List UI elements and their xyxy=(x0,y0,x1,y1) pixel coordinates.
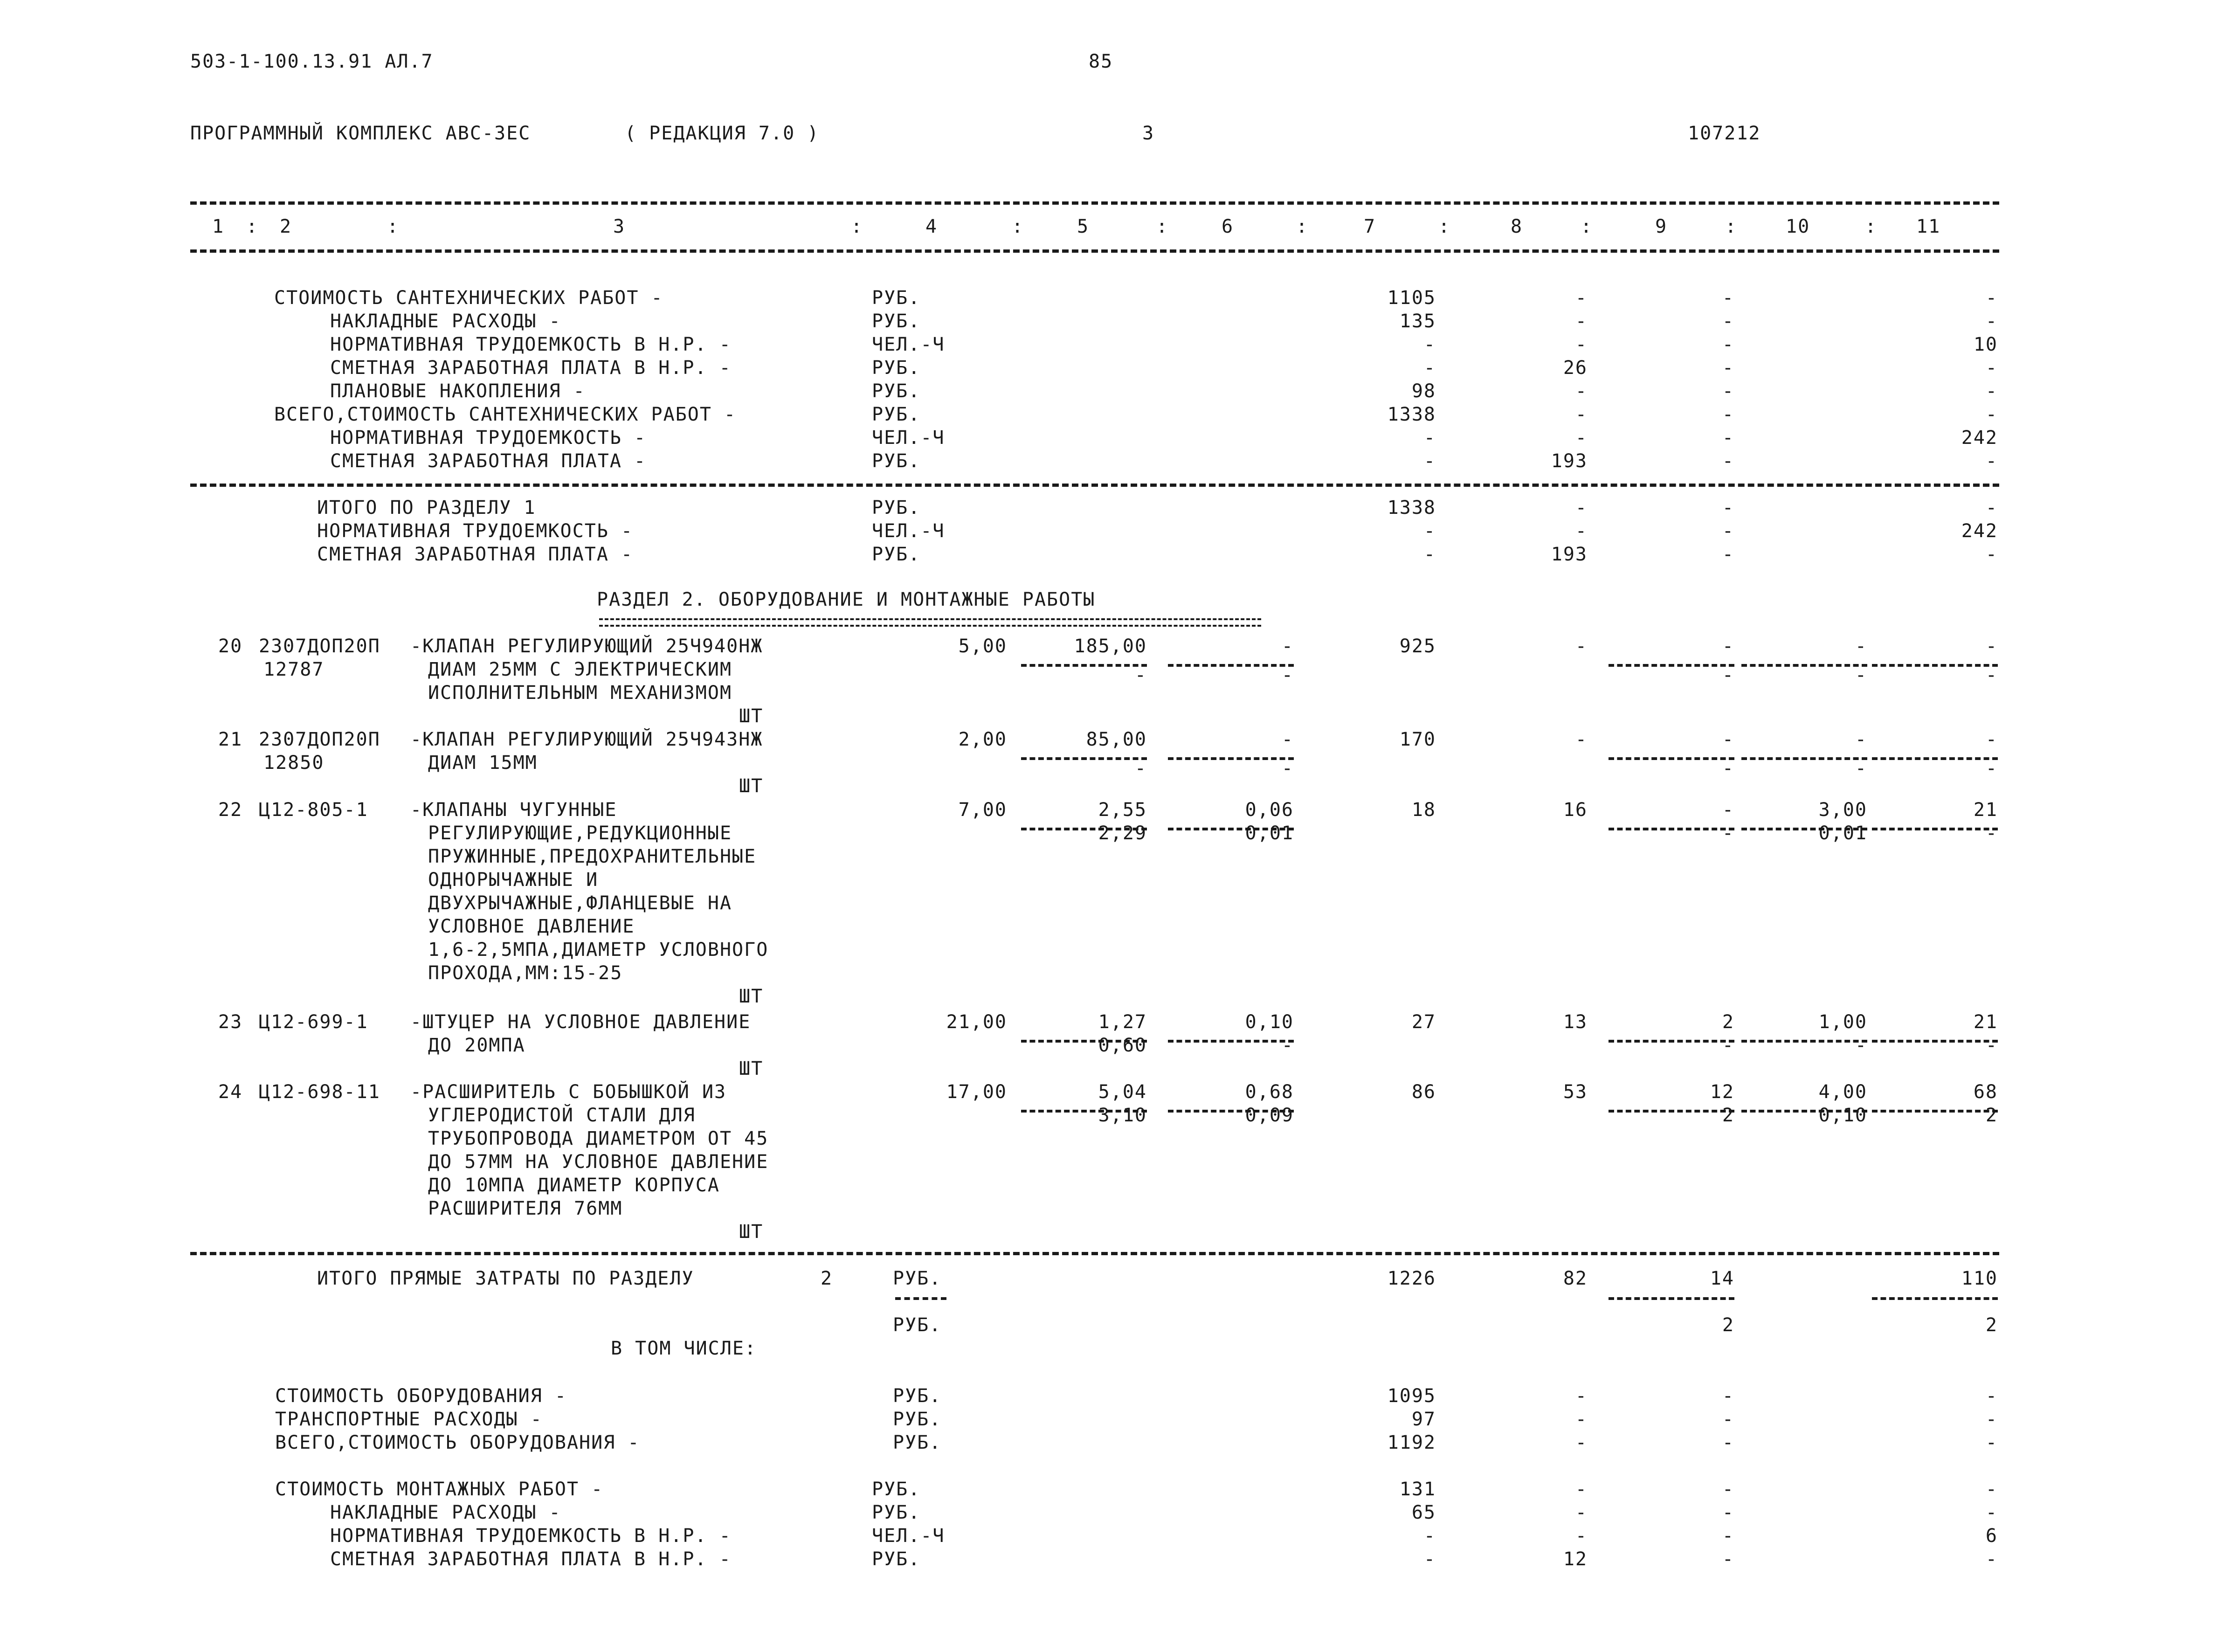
summary-c11: - xyxy=(1985,311,1998,332)
column-header: 3 xyxy=(613,216,626,237)
item-c8: 16 xyxy=(1563,799,1588,821)
summary-c9: - xyxy=(1722,1525,1734,1547)
summary-c7: - xyxy=(1423,427,1436,449)
item-c10: - xyxy=(1855,729,1867,750)
item-c6: 0,68 xyxy=(1245,1081,1294,1103)
summary-unit: ЧЕЛ.-Ч xyxy=(872,334,945,355)
summary-c8: 26 xyxy=(1563,357,1588,379)
summary-c8: - xyxy=(1575,1502,1588,1523)
column-header: 9 xyxy=(1655,216,1668,237)
item-c5-secondary: - xyxy=(1134,664,1147,686)
summary-label: СМЕТНАЯ ЗАРАБОТНАЯ ПЛАТА - xyxy=(330,450,647,472)
item-description: ПРОХОДА,ММ:15-25 xyxy=(428,962,623,984)
summary-c9: - xyxy=(1722,1502,1734,1523)
summary-label: НОРМАТИВНАЯ ТРУДОЕМКОСТЬ В Н.Р. - xyxy=(330,1525,732,1547)
total-c11-secondary: 2 xyxy=(1985,1314,1998,1336)
item-c4: 21,00 xyxy=(946,1011,1007,1033)
sheet-number: 3 xyxy=(1142,123,1155,144)
summary-label: СТОИМОСТЬ САНТЕХНИЧЕСКИХ РАБОТ - xyxy=(274,287,663,309)
item-c5: 5,04 xyxy=(1098,1081,1147,1103)
summary-unit: РУБ. xyxy=(893,1409,942,1430)
summary-c7: - xyxy=(1423,520,1436,542)
summary-label: ВСЕГО,СТОИМОСТЬ ОБОРУДОВАНИЯ - xyxy=(275,1432,640,1453)
item-c5: 2,55 xyxy=(1098,799,1147,821)
summary-unit: РУБ. xyxy=(872,357,921,379)
item-number: 24 xyxy=(218,1081,243,1103)
summary-c11: - xyxy=(1985,1479,1998,1500)
object-code: 107212 xyxy=(1688,123,1761,144)
total-unit-secondary: РУБ. xyxy=(893,1314,942,1336)
section2-rule xyxy=(190,1252,1999,1255)
item-description: ТРУБОПРОВОДА ДИАМЕТРОМ ОТ 45 xyxy=(428,1128,769,1149)
total-c9: 14 xyxy=(1710,1268,1734,1289)
total-c9-secondary: 2 xyxy=(1722,1314,1734,1336)
item-c11: 68 xyxy=(1973,1081,1998,1103)
item-c7: 925 xyxy=(1399,636,1436,657)
summary-c11: - xyxy=(1985,544,1998,565)
summary-label: СМЕТНАЯ ЗАРАБОТНАЯ ПЛАТА В Н.Р. - xyxy=(330,357,732,379)
summary-unit: РУБ. xyxy=(872,544,921,565)
summary-c7: - xyxy=(1423,1525,1436,1547)
summary-unit: ЧЕЛ.-Ч xyxy=(872,520,945,542)
summary-c11: - xyxy=(1985,1548,1998,1570)
item-c4: 2,00 xyxy=(958,729,1007,750)
summary-unit: РУБ. xyxy=(872,497,921,518)
summary-c7: 1095 xyxy=(1387,1385,1436,1407)
item-c6: - xyxy=(1281,636,1294,657)
summary-c9: - xyxy=(1722,357,1734,379)
summary-c8: - xyxy=(1575,380,1588,402)
column-separator: : xyxy=(1156,216,1169,237)
summary-c7: - xyxy=(1423,357,1436,379)
summary-c9: - xyxy=(1722,287,1734,309)
item-c9-secondary: - xyxy=(1722,1035,1734,1056)
summary-c11: - xyxy=(1985,1409,1998,1430)
item-c6-secondary: - xyxy=(1281,1035,1294,1056)
item-c9-secondary: - xyxy=(1722,664,1734,686)
item-c8: - xyxy=(1575,729,1588,750)
item-c11: 21 xyxy=(1973,799,1998,821)
summary-c9: - xyxy=(1722,1385,1734,1407)
item-c7: 27 xyxy=(1411,1011,1436,1033)
column-separator: : xyxy=(246,216,259,237)
summary-c11: - xyxy=(1985,1432,1998,1453)
item-c9: - xyxy=(1722,729,1734,750)
summary-c11: - xyxy=(1985,450,1998,472)
item-c5: 185,00 xyxy=(1074,636,1147,657)
item-c5-secondary: 0,60 xyxy=(1098,1035,1147,1056)
summary-c9: - xyxy=(1722,520,1734,542)
column-header: 1 xyxy=(212,216,225,237)
column-header: 4 xyxy=(925,216,938,237)
item-c8: - xyxy=(1575,636,1588,657)
item-c11-secondary: - xyxy=(1985,758,1998,779)
item-c11-secondary: 2 xyxy=(1985,1105,1998,1126)
item-c11-secondary: - xyxy=(1985,823,1998,844)
item-description: ДО 10МПА ДИАМЕТР КОРПУСА xyxy=(428,1175,720,1196)
summary-c8: 193 xyxy=(1551,544,1588,565)
total-c8: 82 xyxy=(1563,1268,1588,1289)
item-c6: 0,10 xyxy=(1245,1011,1294,1033)
item-c5: 1,27 xyxy=(1098,1011,1147,1033)
column-separator: : xyxy=(1438,216,1451,237)
total-unit: РУБ. xyxy=(893,1268,942,1289)
summary-c7: - xyxy=(1423,1548,1436,1570)
summary-c9: - xyxy=(1722,334,1734,355)
item-c5-secondary: 2,29 xyxy=(1098,823,1147,844)
summary-c8: - xyxy=(1575,1385,1588,1407)
item-description: ДИАМ 25ММ С ЭЛЕКТРИЧЕСКИМ xyxy=(428,659,732,680)
item-c11-secondary: - xyxy=(1985,1035,1998,1056)
summary-c7: 1338 xyxy=(1387,497,1436,518)
summary-c11: 242 xyxy=(1961,427,1998,449)
item-c6: - xyxy=(1281,729,1294,750)
summary-c7: 1192 xyxy=(1387,1432,1436,1453)
item-c7: 170 xyxy=(1399,729,1436,750)
item-description: РАСШИРИТЕЛЯ 76ММ xyxy=(428,1198,623,1219)
item-c5: 85,00 xyxy=(1086,729,1147,750)
summary-c7: 65 xyxy=(1411,1502,1436,1523)
including-heading: В ТОМ ЧИСЛЕ: xyxy=(611,1338,757,1359)
column-separator: : xyxy=(1865,216,1878,237)
summary-unit: РУБ. xyxy=(872,1502,921,1523)
section2-title: РАЗДЕЛ 2. ОБОРУДОВАНИЕ И МОНТАЖНЫЕ РАБОТЫ xyxy=(597,589,1096,610)
item-number: 21 xyxy=(218,729,243,750)
column-header: 7 xyxy=(1364,216,1376,237)
summary-c8: - xyxy=(1575,1432,1588,1453)
summary-c7: - xyxy=(1423,450,1436,472)
item-description: ДО 20МПА xyxy=(428,1035,525,1056)
item-c5-secondary: 3,10 xyxy=(1098,1105,1147,1126)
summary-c11: - xyxy=(1985,287,1998,309)
column-header: 5 xyxy=(1077,216,1090,237)
summary-label: СМЕТНАЯ ЗАРАБОТНАЯ ПЛАТА В Н.Р. - xyxy=(330,1548,732,1570)
column-header: 6 xyxy=(1222,216,1234,237)
summary-unit: РУБ. xyxy=(872,450,921,472)
item-code-secondary: 12787 xyxy=(263,659,324,680)
item-c10-secondary: 0,01 xyxy=(1818,823,1867,844)
summary-c8: - xyxy=(1575,287,1588,309)
section1-rule xyxy=(190,484,1999,487)
total-label: ИТОГО ПРЯМЫЕ ЗАТРАТЫ ПО РАЗДЕЛУ xyxy=(317,1268,694,1289)
summary-c8: 193 xyxy=(1551,450,1588,472)
item-c4: 7,00 xyxy=(958,799,1007,821)
item-description: ИСПОЛНИТЕЛЬНЫМ МЕХАНИЗМОМ xyxy=(428,682,732,704)
summary-c8: - xyxy=(1575,520,1588,542)
summary-label: НОРМАТИВНАЯ ТРУДОЕМКОСТЬ - xyxy=(317,520,634,542)
summary-c11: - xyxy=(1985,1502,1998,1523)
summary-c8: - xyxy=(1575,1409,1588,1430)
section2-title-underline xyxy=(599,618,1261,627)
column-separator: : xyxy=(1725,216,1738,237)
item-description: ДИАМ 15ММ xyxy=(428,752,538,774)
summary-c7: 135 xyxy=(1399,311,1436,332)
total-c7: 1226 xyxy=(1387,1268,1436,1289)
item-c6-secondary: 0,01 xyxy=(1245,823,1294,844)
summary-c8: - xyxy=(1575,1525,1588,1547)
summary-label: НОРМАТИВНАЯ ТРУДОЕМКОСТЬ - xyxy=(330,427,647,449)
summary-c11: 10 xyxy=(1973,334,1998,355)
item-c9-secondary: 2 xyxy=(1722,1105,1734,1126)
item-code: Ц12-699-1 xyxy=(259,1011,368,1033)
summary-c7: 131 xyxy=(1399,1479,1436,1500)
summary-c8: - xyxy=(1575,1479,1588,1500)
summary-c11: - xyxy=(1985,497,1998,518)
item-c8: 13 xyxy=(1563,1011,1588,1033)
program-edition: ( РЕДАКЦИЯ 7.0 ) xyxy=(625,123,820,144)
item-description: -КЛАПАНЫ ЧУГУННЫЕ xyxy=(410,799,617,821)
summary-c11: - xyxy=(1985,404,1998,425)
column-separator: : xyxy=(1012,216,1024,237)
summary-c8: - xyxy=(1575,404,1588,425)
summary-label: ВСЕГО,СТОИМОСТЬ САНТЕХНИЧЕСКИХ РАБОТ - xyxy=(274,404,737,425)
item-c6: 0,06 xyxy=(1245,799,1294,821)
item-c4: 17,00 xyxy=(946,1081,1007,1103)
item-c11: 21 xyxy=(1973,1011,1998,1033)
item-c9: - xyxy=(1722,636,1734,657)
summary-label: ТРАНСПОРТНЫЕ РАСХОДЫ - xyxy=(275,1409,543,1430)
column-header: 10 xyxy=(1786,216,1810,237)
column-header: 11 xyxy=(1916,216,1941,237)
summary-unit: РУБ. xyxy=(872,1548,921,1570)
summary-c8: - xyxy=(1575,427,1588,449)
summary-unit: РУБ. xyxy=(872,404,921,425)
item-code: Ц12-805-1 xyxy=(259,799,368,821)
item-code: 2307ДОП20П xyxy=(259,636,380,657)
summary-c11: 242 xyxy=(1961,520,1998,542)
item-description: -КЛАПАН РЕГУЛИРУЮЩИЙ 25Ч943НЖ xyxy=(410,729,763,750)
item-c11: - xyxy=(1985,636,1998,657)
item-c10: 4,00 xyxy=(1818,1081,1867,1103)
item-c10-secondary: 0,10 xyxy=(1818,1105,1867,1126)
subtotal-rule xyxy=(895,1297,946,1300)
table-top-rule xyxy=(190,201,1999,205)
summary-c9: - xyxy=(1722,311,1734,332)
subtotal-rule xyxy=(1609,1297,1734,1300)
item-description: УСЛОВНОЕ ДАВЛЕНИЕ xyxy=(428,916,635,937)
item-description: РЕГУЛИРУЮЩИЕ,РЕДУКЦИОННЫЕ xyxy=(428,823,732,844)
summary-c9: - xyxy=(1722,1479,1734,1500)
item-c4: 5,00 xyxy=(958,636,1007,657)
summary-c11: - xyxy=(1985,380,1998,402)
item-c10-secondary: - xyxy=(1855,664,1867,686)
item-description: УГЛЕРОДИСТОЙ СТАЛИ ДЛЯ xyxy=(428,1105,696,1126)
item-c10: 1,00 xyxy=(1818,1011,1867,1033)
item-c6-secondary: 0,09 xyxy=(1245,1105,1294,1126)
summary-c9: - xyxy=(1722,427,1734,449)
item-unit: ШТ xyxy=(739,705,764,727)
item-description: -ШТУЦЕР НА УСЛОВНОЕ ДАВЛЕНИЕ xyxy=(410,1011,751,1033)
summary-unit: РУБ. xyxy=(872,380,921,402)
item-c9: 12 xyxy=(1710,1081,1734,1103)
summary-c11: - xyxy=(1985,1385,1998,1407)
summary-label: СМЕТНАЯ ЗАРАБОТНАЯ ПЛАТА - xyxy=(317,544,634,565)
summary-c8: - xyxy=(1575,334,1588,355)
column-header: 8 xyxy=(1511,216,1523,237)
item-description: -РАСШИРИТЕЛЬ С БОБЫШКОЙ ИЗ xyxy=(410,1081,727,1103)
column-separator: : xyxy=(1296,216,1309,237)
item-number: 22 xyxy=(218,799,243,821)
item-c11-secondary: - xyxy=(1985,664,1998,686)
summary-label: НАКЛАДНЫЕ РАСХОДЫ - xyxy=(330,311,561,332)
summary-c8: - xyxy=(1575,497,1588,518)
summary-c11: - xyxy=(1985,357,1998,379)
summary-c7: 1105 xyxy=(1387,287,1436,309)
total-c11: 110 xyxy=(1961,1268,1998,1289)
column-separator: : xyxy=(387,216,400,237)
summary-c9: - xyxy=(1722,380,1734,402)
column-header: 2 xyxy=(280,216,292,237)
item-c11: - xyxy=(1985,729,1998,750)
item-c9: 2 xyxy=(1722,1011,1734,1033)
summary-c7: 97 xyxy=(1411,1409,1436,1430)
item-c8: 53 xyxy=(1563,1081,1588,1103)
summary-unit: РУБ. xyxy=(872,1479,921,1500)
item-unit: ШТ xyxy=(739,1221,764,1243)
column-separator: : xyxy=(1581,216,1593,237)
summary-label: ПЛАНОВЫЕ НАКОПЛЕНИЯ - xyxy=(330,380,586,402)
item-description: ОДНОРЫЧАЖНЫЕ И xyxy=(428,869,599,891)
summary-c9: - xyxy=(1722,404,1734,425)
summary-c7: 1338 xyxy=(1387,404,1436,425)
summary-unit: РУБ. xyxy=(893,1432,942,1453)
column-separator: : xyxy=(851,216,863,237)
summary-c9: - xyxy=(1722,1548,1734,1570)
summary-c7: 98 xyxy=(1411,380,1436,402)
summary-c9: - xyxy=(1722,497,1734,518)
summary-c9: - xyxy=(1722,1432,1734,1453)
item-c9: - xyxy=(1722,799,1734,821)
summary-c9: - xyxy=(1722,544,1734,565)
document-code: 503-1-100.13.91 АЛ.7 xyxy=(190,51,434,72)
summary-label: НАКЛАДНЫЕ РАСХОДЫ - xyxy=(330,1502,561,1523)
summary-unit: ЧЕЛ.-Ч xyxy=(872,1525,945,1547)
summary-label: СТОИМОСТЬ ОБОРУДОВАНИЯ - xyxy=(275,1385,567,1407)
item-code: 2307ДОП20П xyxy=(259,729,380,750)
subtotal-rule xyxy=(1872,1297,1998,1300)
program-name: ПРОГРАММНЫЙ КОМПЛЕКС АВС-3ЕС xyxy=(190,123,531,144)
summary-c11: 6 xyxy=(1985,1525,1998,1547)
item-c7: 86 xyxy=(1411,1081,1436,1103)
item-description: ПРУЖИННЫЕ,ПРЕДОХРАНИТЕЛЬНЫЕ xyxy=(428,846,757,867)
item-unit: ШТ xyxy=(739,986,764,1007)
page-number: 85 xyxy=(1089,51,1113,72)
summary-unit: РУБ. xyxy=(872,311,921,332)
summary-c9: - xyxy=(1722,450,1734,472)
summary-c8: 12 xyxy=(1563,1548,1588,1570)
item-description: ДО 57ММ НА УСЛОВНОЕ ДАВЛЕНИЕ xyxy=(428,1151,769,1173)
summary-c7: - xyxy=(1423,334,1436,355)
summary-unit: ЧЕЛ.-Ч xyxy=(872,427,945,449)
summary-c7: - xyxy=(1423,544,1436,565)
item-number: 20 xyxy=(218,636,243,657)
item-c10: - xyxy=(1855,636,1867,657)
item-c7: 18 xyxy=(1411,799,1436,821)
total-section-number: 2 xyxy=(821,1268,833,1289)
item-unit: ШТ xyxy=(739,775,764,797)
item-code: Ц12-698-11 xyxy=(259,1081,380,1103)
item-c10: 3,00 xyxy=(1818,799,1867,821)
summary-label: ИТОГО ПО РАЗДЕЛУ 1 xyxy=(317,497,536,518)
item-description: 1,6-2,5МПА,ДИАМЕТР УСЛОВНОГО xyxy=(428,939,769,961)
item-c6-secondary: - xyxy=(1281,664,1294,686)
item-c10-secondary: - xyxy=(1855,1035,1867,1056)
item-unit: ШТ xyxy=(739,1058,764,1079)
item-c9-secondary: - xyxy=(1722,823,1734,844)
summary-unit: РУБ. xyxy=(872,287,921,309)
summary-unit: РУБ. xyxy=(893,1385,942,1407)
summary-c9: - xyxy=(1722,1409,1734,1430)
item-c10-secondary: - xyxy=(1855,758,1867,779)
item-number: 23 xyxy=(218,1011,243,1033)
item-c5-secondary: - xyxy=(1134,758,1147,779)
item-code-secondary: 12850 xyxy=(263,752,324,774)
item-description: ДВУХРЫЧАЖНЫЕ,ФЛАНЦЕВЫЕ НА xyxy=(428,892,732,914)
summary-label: НОРМАТИВНАЯ ТРУДОЕМКОСТЬ В Н.Р. - xyxy=(330,334,732,355)
column-header-rule xyxy=(190,249,1999,253)
summary-c8: - xyxy=(1575,311,1588,332)
summary-label: СТОИМОСТЬ МОНТАЖНЫХ РАБОТ - xyxy=(275,1479,604,1500)
item-description: -КЛАПАН РЕГУЛИРУЮЩИЙ 25Ч940НЖ xyxy=(410,636,763,657)
item-c6-secondary: - xyxy=(1281,758,1294,779)
item-c9-secondary: - xyxy=(1722,758,1734,779)
